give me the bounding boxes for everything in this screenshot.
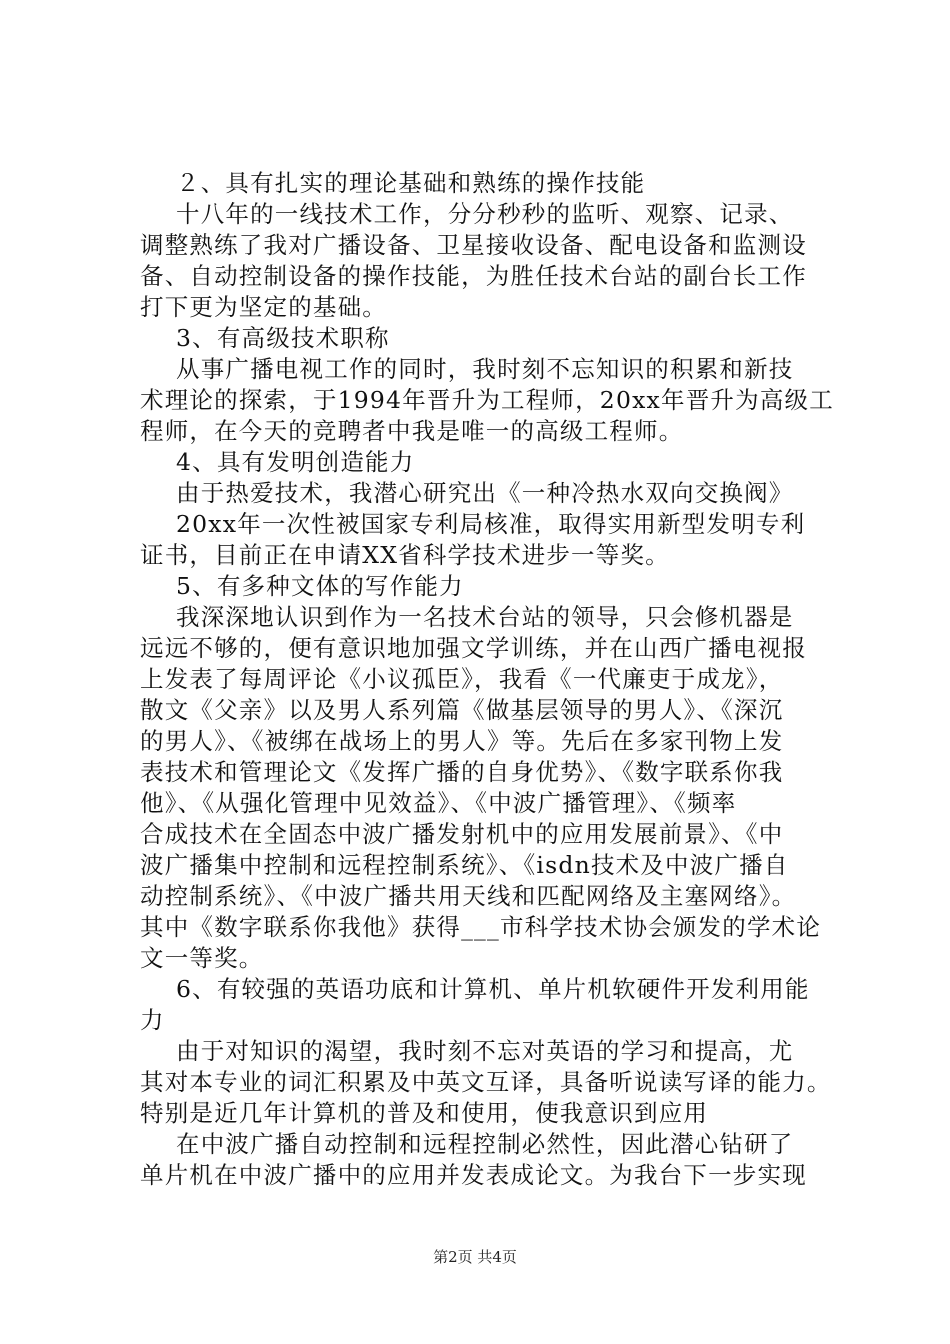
- text-line: 由于对知识的渴望，我时刻不忘对英语的学习和提高，尤: [176, 1037, 794, 1065]
- text-line: 文一等奖。: [140, 944, 264, 972]
- text-line: 由于热爱技术，我潜心研究出《一种冷热水双向交换阀》: [176, 479, 794, 507]
- text-line: 从事广播电视工作的同时，我时刻不忘知识的积累和新技: [176, 355, 794, 383]
- text-line: 他》、《从强化管理中见效益》、《中波广播管理》、《频率: [140, 789, 737, 817]
- text-line: ２、具有扎实的理论基础和熟练的操作技能: [176, 169, 646, 197]
- text-line: 表技术和管理论文《发挥广播的自身优势》、《数字联系你我: [140, 758, 784, 786]
- text-line: 特别是近几年计算机的普及和使用，使我意识到应用: [140, 1099, 709, 1127]
- text-line: 合成技术在全固态中波广播发射机中的应用发展前景》、《中: [140, 820, 784, 848]
- text-line: 波广播集中控制和远程控制系统》、《isdn技术及中波广播自: [140, 851, 789, 879]
- text-line: 3、有高级技术职称: [176, 324, 390, 352]
- text-line: 我深深地认识到作为一名技术台站的领导，只会修机器是: [176, 603, 794, 631]
- text-line: 4、具有发明创造能力: [176, 448, 415, 476]
- text-line: 6、有较强的英语功底和计算机、单片机软硬件开发利用能: [176, 975, 810, 1003]
- text-line: 其中《数字联系你我他》获得___市科学技术协会颁发的学术论: [140, 913, 822, 941]
- text-line: 程师，在今天的竞聘者中我是唯一的高级工程师。: [140, 417, 684, 445]
- text-line: 远远不够的，便有意识地加强文学训练，并在山西广播电视报: [140, 634, 807, 662]
- text-line: 单片机在中波广播中的应用并发表成论文。为我台下一步实现: [140, 1161, 807, 1189]
- text-line: 备、自动控制设备的操作技能，为胜任技术台站的副台长工作: [140, 262, 807, 290]
- text-line: 5、有多种文体的写作能力: [176, 572, 464, 600]
- text-line: 调整熟练了我对广播设备、卫星接收设备、配电设备和监测设: [140, 231, 807, 259]
- text-line: 证书，目前正在申请XX省科学技术进步一等奖。: [140, 541, 670, 569]
- document-body: [140, 168, 840, 1191]
- text-line: 上发表了每周评论《小议孤臣》，我看《一代廉吏于成龙》，: [140, 665, 784, 693]
- text-line: 其对本专业的词汇积累及中英文互译，具备听说读写译的能力。: [140, 1068, 832, 1096]
- text-line: 的男人》、《被绑在战场上的男人》等。先后在多家刊物上发: [140, 727, 784, 755]
- page-footer: 第2页 共4页: [433, 1248, 517, 1266]
- text-line: 力: [140, 1006, 165, 1034]
- text-line: 十八年的一线技术工作，分分秒秒的监听、观察、记录、: [176, 200, 794, 228]
- text-line: 在中波广播自动控制和远程控制必然性，因此潜心钻研了: [176, 1130, 794, 1158]
- text-line: 术理论的探索，于1994年晋升为工程师，20xx年晋升为高级工: [140, 386, 834, 414]
- text-line: 打下更为坚定的基础。: [140, 293, 387, 321]
- text-line: 散文《父亲》以及男人系列篇《做基层领导的男人》、《深沉: [140, 696, 784, 724]
- text-line: 动控制系统》、《中波广播共用天线和匹配网络及主塞网络》。: [140, 882, 797, 910]
- text-line: 20xx年一次性被国家专利局核准，取得实用新型发明专利: [176, 510, 806, 538]
